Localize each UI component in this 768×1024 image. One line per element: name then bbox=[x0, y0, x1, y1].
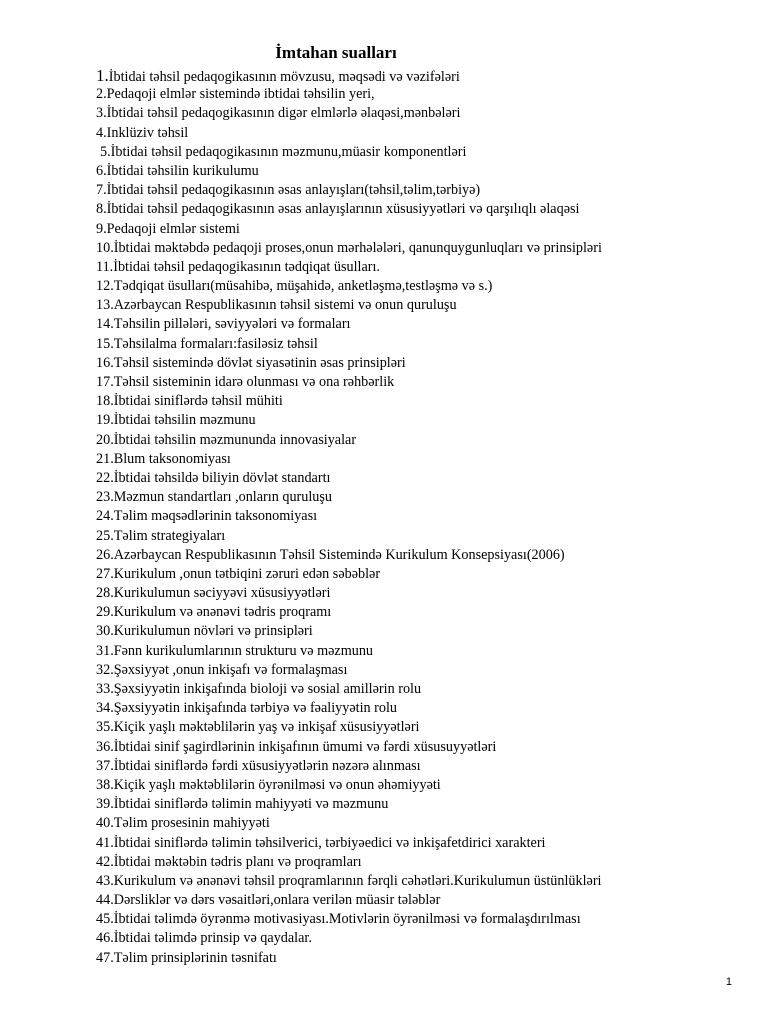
list-item bbox=[96, 431, 736, 450]
question-text: İbtidai təhsilin kurikulumu bbox=[106, 162, 259, 179]
page-number: 1 bbox=[725, 976, 732, 988]
list-item bbox=[96, 738, 736, 757]
list-item bbox=[96, 795, 736, 814]
list-item bbox=[96, 565, 736, 584]
question-number: 47. bbox=[96, 949, 114, 966]
question-text: İbtidai sinif şagirdlərinin inkişafının ümumi və fərdi xüsusuyyətləri bbox=[113, 738, 497, 755]
question-text: Azərbaycan Respublikasının təhsil sistemi və onun quruluşu bbox=[113, 297, 457, 314]
question-number: 7. bbox=[96, 182, 107, 199]
question-text: Təhsil sisteminin idarə olunması və ona rəhbərlik bbox=[113, 374, 395, 390]
question-number: 12. bbox=[96, 278, 114, 295]
question-number: 11. bbox=[96, 258, 114, 275]
list-item bbox=[96, 622, 736, 641]
list-item bbox=[96, 124, 736, 143]
list-item bbox=[96, 181, 736, 200]
question-number: 8. bbox=[96, 201, 107, 218]
list-item bbox=[96, 469, 736, 488]
question-number: 27. bbox=[96, 565, 114, 582]
question-number: 28. bbox=[96, 585, 114, 602]
question-number: 38. bbox=[96, 776, 114, 793]
list-item bbox=[96, 85, 736, 104]
list-item bbox=[96, 354, 736, 373]
question-number: 26. bbox=[96, 546, 114, 563]
question-text: Şəxsiyyətin inkişafında tərbiyə və fəaliyyətin rolu bbox=[113, 700, 398, 717]
list-item bbox=[96, 949, 736, 968]
question-text: Kurikulumun səciyyəvi xüsusiyyətləri bbox=[113, 585, 331, 602]
question-number: 46. bbox=[96, 930, 114, 947]
question-text: Təlim strategiyaları bbox=[113, 527, 226, 544]
question-number: 43. bbox=[96, 872, 114, 889]
list-item bbox=[96, 929, 736, 948]
question-number: 36. bbox=[96, 738, 114, 755]
question-text: Kurikulum və ənənəvi tədris proqramı bbox=[113, 604, 332, 621]
list-item bbox=[96, 814, 736, 833]
list-item bbox=[96, 661, 736, 680]
question-text: İbtidai təhsildə biliyin dövlət standartı bbox=[113, 469, 331, 486]
question-text: Fənn kurikulumlarının strukturu və məzmunu bbox=[113, 642, 374, 659]
question-text: Kiçik yaşlı məktəblilərin yaş və inkişaf xüsusiyyətləri bbox=[113, 719, 420, 736]
question-text: Şəxsiyyət ,onun inkişafı və formalaşması bbox=[113, 661, 348, 678]
question-text: İbtidai siniflərdə təlimin təhsilverici, tərbiyəedici və inkişafetdirici xarakteri bbox=[113, 834, 546, 851]
question-number: 34. bbox=[96, 700, 114, 717]
question-text: İbtidai təhsil pedaqogikasının digər elmlərlə əlaqəsi,mənbələri bbox=[106, 105, 461, 122]
list-item bbox=[96, 546, 736, 565]
question-text: İbtidai təhsilin məzmununda innovasiyalar bbox=[113, 431, 357, 448]
question-number: 3. bbox=[96, 105, 107, 122]
question-text: Təlim məqsədlərinin taksonomiyası bbox=[113, 508, 318, 525]
list-item bbox=[96, 411, 736, 430]
list-item bbox=[96, 66, 736, 85]
list-item bbox=[96, 104, 736, 123]
question-number: 22. bbox=[96, 469, 114, 486]
question-text: Kiçik yaşlı məktəblilərin öyrənilməsi və onun əhəmiyyəti bbox=[113, 776, 441, 793]
question-number: 30. bbox=[96, 623, 114, 640]
list-item bbox=[96, 239, 736, 258]
question-text: Pedaqoji elmlər sistemində ibtidai təhsilin yeri, bbox=[106, 86, 375, 103]
question-number: 29. bbox=[96, 604, 114, 621]
list-item bbox=[96, 642, 736, 661]
list-item bbox=[96, 335, 736, 354]
question-text: Təlim prosesinin mahiyyəti bbox=[113, 815, 270, 832]
list-item bbox=[96, 584, 736, 603]
question-text: Təlim prinsiplərinin təsnifatı bbox=[113, 949, 277, 966]
question-number: 31. bbox=[96, 642, 114, 659]
list-item bbox=[96, 718, 736, 737]
question-text: Kurikulum ,onun tətbiqini zəruri edən səbəblər bbox=[113, 565, 381, 582]
list-item bbox=[96, 488, 736, 507]
question-number: 44. bbox=[96, 892, 114, 909]
list-item bbox=[96, 296, 736, 315]
question-number: 24. bbox=[96, 508, 114, 525]
question-list bbox=[96, 66, 736, 968]
list-item bbox=[96, 699, 736, 718]
question-number: 20. bbox=[96, 431, 114, 448]
question-number: 17. bbox=[96, 374, 114, 390]
list-item bbox=[96, 200, 736, 219]
question-text: Təhsilalma formaları:fasiləsiz təhsil bbox=[113, 335, 318, 352]
list-item bbox=[96, 910, 736, 929]
list-item bbox=[96, 143, 736, 162]
question-text: İbtidai təhsil pedaqogikasının mövzusu, məqsədi və vəzifələri bbox=[108, 69, 460, 85]
question-text: İbtidai məktəbdə pedaqoji proses,onun mərhələləri, qanunquygunluqları və prinsipləri bbox=[113, 239, 602, 256]
question-text: İbtidai təhsil pedaqogikasının əsas anlayışlarının xüsusiyyətləri və qarşılıqlı əlaqəsi bbox=[106, 201, 580, 218]
question-text: İbtidai təlimdə öyrənmə motivasiyası.Motivlərin öyrənilməsi və formalaşdırılması bbox=[113, 911, 581, 928]
page-title: İmtahan sualları bbox=[275, 43, 397, 62]
question-text: Azərbaycan Respublikasının Təhsil Sistemində Kurikulum Konsepsiyası(2006) bbox=[113, 546, 565, 563]
question-text: Kurikulum və ənənəvi təhsil proqramlarının fərqli cəhətləri.Kurikulumun üstünlükləri bbox=[113, 872, 602, 889]
question-text: Məzmun standartları ,onların quruluşu bbox=[113, 489, 333, 506]
list-item bbox=[96, 527, 736, 546]
question-number: 18. bbox=[96, 393, 114, 410]
question-number: 10. bbox=[96, 239, 114, 256]
question-number: 42. bbox=[96, 853, 114, 870]
question-text: Şəxsiyyətin inkişafında bioloji və sosial amillərin rolu bbox=[113, 681, 422, 697]
list-item bbox=[96, 834, 736, 853]
question-number: 14. bbox=[96, 316, 114, 333]
question-text: Dərsliklər və dərs vəsaitləri,onlara verilən müasir tələblər bbox=[113, 892, 441, 909]
question-text: Tədqiqat üsulları(müsahibə, müşahidə, anketləşmə,testləşmə və s.) bbox=[113, 278, 493, 295]
list-item bbox=[96, 392, 736, 411]
question-number: 16. bbox=[96, 354, 114, 371]
question-number: 9. bbox=[96, 220, 107, 237]
question-number: 39. bbox=[96, 796, 114, 813]
question-text: Inklüziv təhsil bbox=[106, 124, 189, 141]
question-number: 41. bbox=[96, 834, 114, 851]
question-number: 13. bbox=[96, 297, 114, 314]
list-item bbox=[96, 220, 736, 239]
question-text: İbtidai təhsilin məzmunu bbox=[113, 412, 256, 429]
question-text: İbtidai təlimdə prinsip və qaydalar. bbox=[113, 930, 312, 947]
question-number: 35. bbox=[96, 719, 114, 736]
question-number: 37. bbox=[96, 757, 114, 774]
question-text: İbtidai məktəbin tədris planı və proqramları bbox=[113, 853, 362, 870]
question-text: Pedaqoji elmlər sistemi bbox=[106, 220, 240, 237]
question-text: Təhsilin pillələri, səviyyələri və formaları bbox=[113, 316, 351, 333]
question-number: 1. bbox=[96, 66, 109, 85]
question-number: 19. bbox=[96, 412, 114, 429]
list-item bbox=[96, 507, 736, 526]
list-item bbox=[96, 603, 736, 622]
question-number: 23. bbox=[96, 489, 114, 506]
list-item bbox=[96, 680, 736, 699]
list-item bbox=[96, 277, 736, 296]
question-text: Blum taksonomiyası bbox=[113, 450, 231, 467]
question-number: 5. bbox=[100, 143, 111, 160]
question-number: 21. bbox=[96, 450, 114, 467]
list-item bbox=[96, 872, 736, 891]
question-text: Kurikulumun növləri və prinsipləri bbox=[113, 623, 313, 640]
list-item bbox=[96, 258, 736, 277]
question-number: 33. bbox=[96, 681, 114, 697]
list-item bbox=[96, 757, 736, 776]
question-number: 40. bbox=[96, 815, 114, 832]
list-item bbox=[96, 162, 736, 181]
question-number: 32. bbox=[96, 661, 114, 678]
question-text: İbtidai təhsil pedaqogikasının məzmunu,müasir komponentləri bbox=[110, 143, 467, 160]
question-text: İbtidai təhsil pedaqogikasının əsas anlayışları(təhsil,təlim,tərbiyə) bbox=[106, 182, 481, 199]
question-number: 25. bbox=[96, 527, 114, 544]
list-item bbox=[96, 373, 736, 392]
list-item bbox=[96, 776, 736, 795]
list-item bbox=[96, 315, 736, 334]
question-number: 15. bbox=[96, 335, 114, 352]
question-text: İbtidai siniflərdə təlimin mahiyyəti və məzmunu bbox=[113, 796, 389, 813]
list-item bbox=[96, 891, 736, 910]
question-text: İbtidai siniflərdə təhsil mühiti bbox=[113, 393, 283, 410]
list-item bbox=[96, 450, 736, 469]
question-text: Təhsil sistemində dövlət siyasətinin əsas prinsipləri bbox=[113, 354, 406, 371]
question-number: 4. bbox=[96, 124, 107, 141]
question-text: İbtidai siniflərdə fərdi xüsusiyyətlərin nəzərə alınması bbox=[113, 757, 421, 774]
question-number: 6. bbox=[96, 162, 107, 179]
question-number: 45. bbox=[96, 911, 114, 928]
question-text: İbtidai təhsil pedaqogikasının tədqiqat üsulları. bbox=[113, 258, 380, 275]
question-number: 2. bbox=[96, 86, 107, 103]
list-item bbox=[96, 853, 736, 872]
